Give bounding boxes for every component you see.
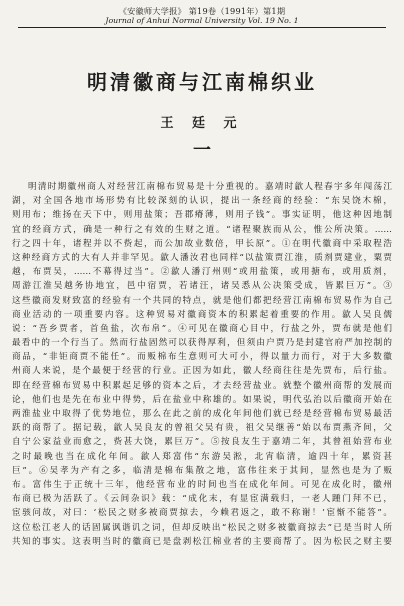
body-line: 布。富伟生于正统十三年，他经营布业的时间也当在成化年间。可见在成化时，徽州 [12,479,392,490]
body-line: 共知的事实。这表明当时的徽商已是盘剥松江棉业者的主要商帮了。因为松民之财主要 [12,536,392,547]
body-line: 周游江淮吴越务协地宜，邑中宿贾，若诸汪，诸吴悉从公决策受成，皆累巨万”。③ [12,281,392,292]
journal-header-cn: 《安徽师大学报》 第19卷（1991年）第1期 [118,6,286,16]
body-line: 宦骇问故，对曰：‘松民之财多被商贾掠去，今赖君返之，敢不称谢！’宦惭不能答”。 [12,508,392,519]
body-line: 宜的经商方式，确是一种行之有效的生财之道。“诸程聚族而从公，惟公所决策。…… [12,224,392,235]
body-line: 最看中的一个行当了。然而行盐固然可以获得厚利，但须由户贾乃是封建官府严加控制的 [12,338,392,349]
section-number: 一 [193,140,211,161]
article-title: 明清徽商与江南棉织业 [87,70,317,94]
body-line: 则用布；维扬在天下中，则用盐策；吾郡瘠薄，则用子钱”。事实证明，他这种因地制 [12,210,392,221]
body-line: 自宁公家益业而愈之，赀甚大饶，累巨万”。⑤按良友生于嘉靖二年，其曾祖始营布业 [12,437,392,448]
body-line: 布商已极为活跃了。《云间杂识》载：“成化末，有显宦满载归，一老人踵门拜不已， [12,494,392,505]
journal-header-en: Journal of Anhui Normal University Vol. 19 No. 1 [105,16,299,25]
body-line: 论，他们也是先在布业中得势，后在盐业中称雄的。如果说，明代弘治以后徽商开始在 [12,394,392,405]
body-line: 即在经营棉布贸易中积累起足够的资本之后，才去经营盐业。就整个徽州商帮的发展而 [12,380,392,391]
body-line: 湖，对全国各地市场形势有比较深刻的认识，提出一条经商的经验：“东吴饶木棉， [12,196,392,207]
body-line: 之时最晚也当在成化年间。歙人郑富伟“东游吴淞，北宵临清，逾四十年，累资甚 [12,451,392,462]
body-line: 跃的商帮了。据记载，歙人吴良友的曾祖父吴有贵，祖父吴继善“始以布贾燕齐间，父 [12,423,392,434]
body-line: 州商人来说，是个最便于经营的行业。正因为如此，徽人经商往往是先贾布，后行盐。 [12,366,392,377]
body-line: 这位松江老人的话固属讽谐讥之词，但却反映出“松民之财多被徽商掠去”已是当时人所 [12,522,392,533]
body-line: 这些徽商发财致富的经验有一个共同的特点，就是他们都把经营江南棉布贸易作为自己 [12,295,392,306]
body-line: 两淮盐业中取得了优势地位，那么在此之前的成化年间他们就已经是经营棉布贸易最活 [12,409,392,419]
body-line: 行之四十年，诸程并以不赀起，而公加故业数倍，甲长原”。①在明代徽商中采取程浩 [12,238,392,249]
body-line: 这种经商方式的大有人并非罕见。歙人潘汝君也同样“以盐策贾江淮，质剂贾建业，粟贾 [12,252,392,263]
article-author: 王 廷 元 [160,116,244,131]
body-line: 明清时期徽州商人对经营江南棉布贸易是十分重视的。嘉靖时歙人程春宇多年闯荡江 [28,182,392,192]
body-line: 巨”。⑥吴孝为产有之多，临清是棉布集散之地，富伟往来于其间，显然也是为了贩 [12,465,392,476]
header-rule [18,27,386,28]
body-line: 商品，“非钜商贾不能任”。而贩棉布生意则可大可小，得以量力而行，对于大多数徽 [12,352,392,363]
body-line: 商业活动的一项重要内容。这种贸易对徽商资本的积累起着重要的作用。歙人吴良儒 [12,309,392,320]
article-body [12,180,392,549]
body-line: 越，布贾吴，……不幕得过当”。②歙人潘汀州则“或用盐策，或用搪布，或用质剂， [12,267,392,278]
body-line: 说：“吾乡贾者，首鱼盐，次布帛”。④可见在徽商心目中，行盐之外，贾布就是他们 [12,323,392,334]
